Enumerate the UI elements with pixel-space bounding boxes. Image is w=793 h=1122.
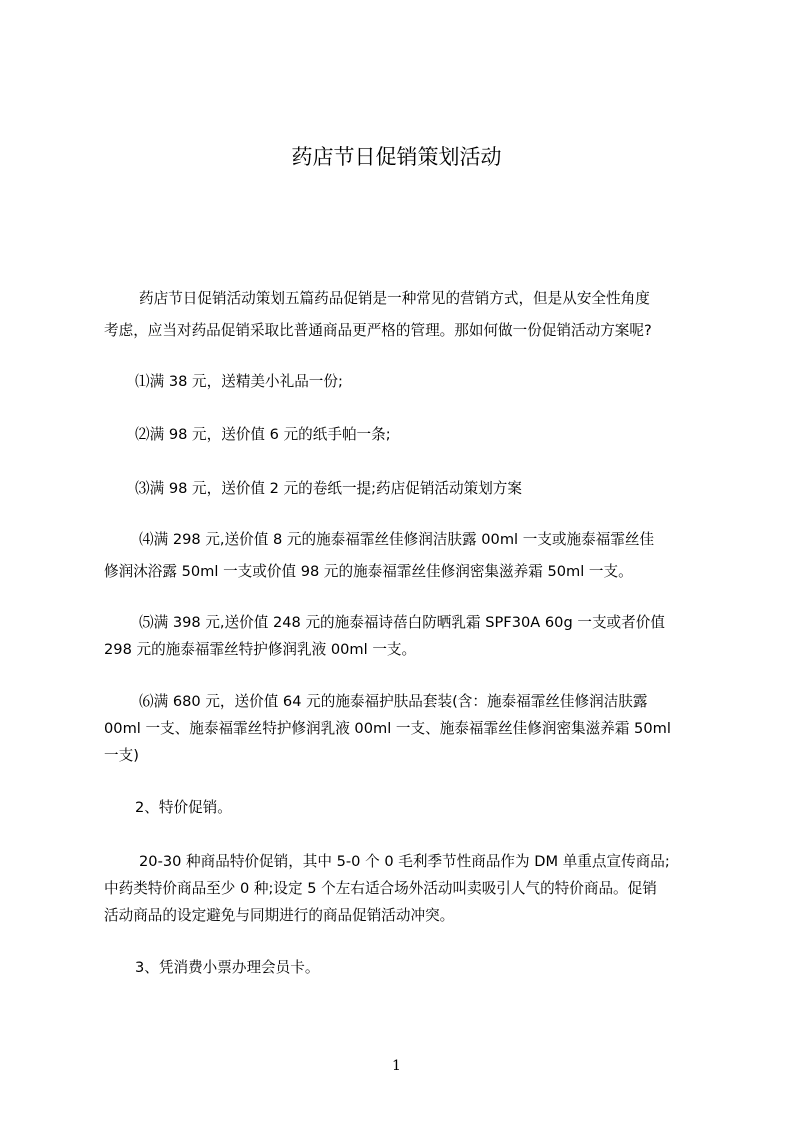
promo-item-4-line-2: 修润沐浴露 50ml 一支或价值 98 元的施泰福霏丝佳修润密集滋养霜 50ml 一支。 (104, 563, 633, 580)
document-title: 药店节日促销策划活动 (291, 145, 502, 169)
section-2-line-2: 中药类特价商品至少 0 种;设定 5 个左右适合场外活动叫卖吸引人气的特价商品。促销 (104, 880, 657, 897)
promo-item-2: ⑵满 98 元，送价值 6 元的纸手帕一条; (135, 426, 391, 443)
promo-item-5-line-2: 298 元的施泰福霏丝特护修润乳液 00ml 一支。 (104, 641, 417, 658)
promo-item-4-line-1: ⑷满 298 元,送价值 8 元的施泰福霏丝佳修润洁肤露 00ml 一支或施泰福霏丝佳 (139, 531, 655, 548)
page-number: 1 (392, 1058, 401, 1074)
promo-item-5-line-1: ⑸满 398 元,送价值 248 元的施泰福诗蓓白防晒乳霜 SPF30A 60g 一支或者价值 (139, 614, 665, 631)
section-2-line-1: 20-30 种商品特价促销，其中 5-0 个 0 毛利季节性商品作为 DM 单重点宣传商品; (139, 853, 670, 870)
intro-line-1: 药店节日促销活动策划五篇药品促销是一种常见的营销方式，但是从安全性角度 (139, 290, 650, 307)
promo-item-6-line-1: ⑹满 680 元，送价值 64 元的施泰福护肤品套装(含：施泰福霏丝佳修润洁肤露 (139, 693, 648, 710)
section-2-heading: 2、特价促销。 (135, 799, 232, 816)
section-2-line-3: 活动商品的设定避免与同期进行的商品促销活动冲突。 (104, 907, 455, 924)
promo-item-1: ⑴满 38 元，送精美小礼品一份; (135, 373, 343, 390)
section-3-heading: 3、凭消费小票办理会员卡。 (135, 959, 320, 976)
promo-item-6-line-2: 00ml 一支、施泰福霏丝特护修润乳液 00ml 一支、施泰福霏丝佳修润密集滋养霜 50ml (104, 720, 671, 737)
promo-item-6-line-3: 一支) (104, 747, 139, 764)
promo-item-3: ⑶满 98 元，送价值 2 元的卷纸一提;药店促销活动策划方案 (135, 480, 522, 497)
intro-line-2: 考虑，应当对药品促销采取比普通商品更严格的管理。那如何做一份促销活动方案呢? (104, 322, 652, 339)
